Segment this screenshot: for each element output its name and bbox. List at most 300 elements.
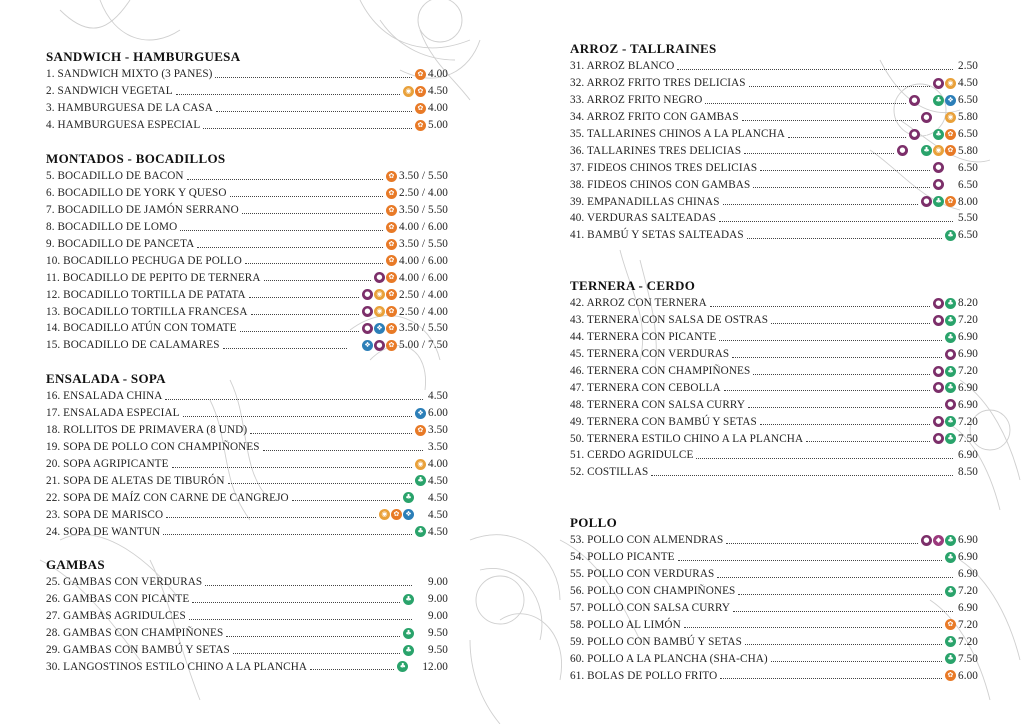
allergen-icons	[362, 306, 397, 317]
dot-leader	[749, 86, 930, 87]
milk-allergen-icon: ●	[897, 145, 908, 156]
egg-allergen-icon: ◉	[374, 289, 385, 300]
menu-item	[570, 396, 978, 413]
menu-item-price: 4.50	[428, 85, 448, 98]
menu-item-name: 32. ARROZ FRITO TRES DELICIAS	[570, 77, 746, 90]
menu-item-price: 8.20	[958, 297, 978, 310]
menu-item-name: 40. VERDURAS SALTEADAS	[570, 212, 717, 225]
section-montados	[46, 150, 448, 354]
menu-item-price: 2.50 / 4.00	[399, 305, 448, 318]
menu-item	[570, 346, 978, 363]
dot-leader	[748, 407, 942, 408]
dot-leader	[719, 340, 942, 341]
fish-allergen-icon: ❖	[362, 340, 373, 351]
allergen-icons	[945, 349, 956, 360]
menu-item-price: 6.90	[958, 551, 978, 564]
menu-item	[570, 379, 978, 396]
dot-leader	[788, 137, 906, 138]
allergen-icons	[403, 86, 426, 97]
egg-allergen-icon: ◉	[379, 509, 390, 520]
menu-item-price: 6.90	[958, 568, 978, 581]
gluten-allergen-icon: ✿	[415, 86, 426, 97]
menu-item-price: 7.20	[958, 585, 978, 598]
allergen-icons	[386, 222, 397, 233]
menu-item	[570, 600, 978, 617]
menu-item	[570, 126, 978, 143]
menu-item-price: 3.50	[428, 424, 448, 437]
menu-item-price: 7.20	[958, 415, 978, 428]
allergen-icons	[945, 399, 956, 410]
allergen-icons	[933, 433, 956, 444]
menu-item-price: 12.00	[422, 660, 448, 673]
milk-allergen-icon: ●	[374, 340, 385, 351]
menu-item	[46, 117, 448, 134]
menu-item-price: 4.50	[428, 474, 448, 487]
gluten-allergen-icon: ✿	[945, 196, 956, 207]
allergen-icons	[350, 340, 397, 351]
soy-allergen-icon: ♣	[403, 594, 414, 605]
milk-allergen-icon: ●	[933, 416, 944, 427]
menu-item-price: 3.50 / 5.50	[399, 238, 448, 250]
gluten-allergen-icon: ✿	[386, 306, 397, 317]
menu-item-name: 41. BAMBÚ Y SETAS SALTEADAS	[570, 229, 744, 242]
menu-item	[46, 219, 448, 236]
menu-item-price: 9.00	[428, 576, 448, 589]
allergen-icons	[403, 492, 426, 503]
menu-item-price: 6.50	[958, 229, 978, 242]
dot-leader	[684, 627, 942, 628]
allergen-icons	[374, 272, 397, 283]
milk-allergen-icon: ●	[921, 112, 932, 123]
soy-allergen-icon: ♣	[945, 298, 956, 309]
menu-item-name: 58. POLLO AL LIMÓN	[570, 618, 681, 631]
milk-allergen-icon: ●	[933, 162, 944, 173]
section-title: GAMBAS	[46, 557, 105, 572]
menu-item	[46, 642, 448, 659]
section-pollo	[570, 514, 978, 684]
dot-leader	[263, 450, 423, 451]
dot-leader	[710, 306, 930, 307]
dot-leader	[723, 204, 919, 205]
menu-item-price: 3.50 / 5.50	[399, 322, 448, 335]
dot-leader	[651, 475, 953, 476]
menu-item-name: 22. SOPA DE MAÍZ CON CARNE DE CANGREJO	[46, 491, 289, 504]
crustacean-allergen-icon: ✦	[417, 510, 424, 519]
egg-allergen-icon: ◉	[945, 112, 956, 123]
soy-allergen-icon: ♣	[415, 475, 426, 486]
menu-item	[570, 363, 978, 380]
menu-item	[46, 523, 448, 540]
menu-item-name: 44. TERNERA CON PICANTE	[570, 331, 717, 344]
menu-item-name: 20. SOPA AGRIPICANTE	[46, 458, 169, 470]
menu-item-price: 4.00 / 6.00	[399, 271, 448, 284]
gluten-allergen-icon: ✿	[386, 239, 397, 250]
dot-leader	[753, 374, 930, 375]
crustacean-allergen-icon: ✦	[911, 146, 918, 155]
soy-allergen-icon: ♣	[933, 129, 944, 140]
gluten-allergen-icon: ✿	[386, 289, 397, 300]
menu-item-price: 4.50	[428, 525, 448, 538]
menu-item	[570, 176, 978, 193]
menu-item-price: 6.50	[958, 161, 978, 174]
menu-item	[46, 489, 448, 506]
menu-item	[570, 633, 978, 650]
dot-leader	[203, 128, 412, 129]
dot-leader	[744, 153, 894, 154]
gluten-allergen-icon: ✿	[415, 69, 426, 80]
menu-item	[570, 329, 978, 346]
menu-item-price: 6.00	[958, 669, 978, 682]
menu-item-price: 3.50 / 5.50	[399, 170, 448, 183]
menu-item-price: 7.20	[958, 365, 978, 377]
menu-item	[46, 100, 448, 117]
allergen-icons	[397, 661, 420, 672]
menu-item-price: 5.00 / 7.50	[399, 339, 448, 352]
menu-item-name: 13. BOCADILLO TORTILLA FRANCESA	[46, 305, 248, 318]
crustacean-allergen-icon: ✦	[417, 611, 424, 620]
dot-leader	[176, 94, 400, 95]
menu-item-name: 53. POLLO CON ALMENDRAS	[570, 534, 724, 547]
dot-leader	[724, 390, 930, 391]
soy-allergen-icon: ♣	[945, 433, 956, 444]
soy-allergen-icon: ♣	[945, 586, 956, 597]
menu-item-name: 27. GAMBAS AGRIDULCES	[46, 610, 186, 623]
menu-item-name: 52. COSTILLAS	[570, 466, 649, 479]
menu-item	[46, 422, 448, 439]
menu-item-price: 4.00	[428, 458, 448, 470]
menu-item-name: 36. TALLARINES TRES DELICIAS	[570, 144, 742, 157]
milk-allergen-icon: ●	[933, 179, 944, 190]
menu-item-name: 50. TERNERA ESTILO CHINO A LA PLANCHA	[570, 432, 804, 445]
dot-leader	[226, 636, 400, 637]
menu-item	[46, 591, 448, 608]
menu-item-price: 6.90	[958, 534, 978, 547]
soy-allergen-icon: ♣	[397, 661, 408, 672]
crustacean-allergen-icon: ✦	[417, 628, 424, 637]
milk-allergen-icon: ●	[362, 289, 373, 300]
gluten-allergen-icon: ✿	[386, 272, 397, 283]
allergen-icons	[921, 535, 956, 546]
section-title: MONTADOS - BOCADILLOS	[46, 151, 226, 166]
menu-item	[570, 312, 978, 329]
menu-item-price: 6.00	[428, 407, 448, 420]
menu-item-price: 9.50	[428, 627, 448, 640]
menu-item-price: 4.50	[958, 77, 978, 90]
menu-item-name: 15. BOCADILLO DE CALAMARES	[46, 339, 220, 352]
menu-item-price: 5.50	[958, 212, 978, 225]
dot-leader	[760, 170, 930, 171]
section-ensalada	[46, 370, 448, 540]
allergen-icons	[933, 366, 956, 377]
menu-item-name: 39. EMPANADILLAS CHINAS	[570, 195, 720, 208]
allergen-icons	[386, 171, 397, 182]
menu-item-price: 3.50 / 5.50	[399, 204, 448, 217]
menu-item	[570, 227, 978, 244]
soy-allergen-icon: ♣	[945, 315, 956, 326]
allergen-icons	[897, 145, 956, 156]
section-title: ENSALADA - SOPA	[46, 371, 166, 386]
menu-item-price: 7.50	[958, 652, 978, 665]
dot-leader	[310, 669, 394, 670]
menu-item-name: 33. ARROZ FRITO NEGRO	[570, 94, 703, 107]
menu-item	[46, 236, 448, 253]
milk-allergen-icon: ●	[921, 535, 932, 546]
menu-item-price: 5.00	[428, 119, 448, 132]
menu-item	[570, 650, 978, 667]
menu-item-name: 18. ROLLITOS DE PRIMAVERA (8 UND)	[46, 424, 248, 437]
allergen-icons	[386, 255, 397, 266]
menu-item	[46, 405, 448, 422]
menu-item	[570, 142, 978, 159]
menu-item	[570, 413, 978, 430]
menu-item-name: 59. POLLO CON BAMBÚ Y SETAS	[570, 635, 742, 648]
crustacean-allergen-icon: ✦	[947, 180, 954, 189]
allergen-icons	[386, 205, 397, 216]
allergen-icons	[945, 636, 956, 647]
soy-allergen-icon: ♣	[945, 653, 956, 664]
menu-item-price: 6.90	[958, 602, 978, 614]
dot-leader	[760, 424, 930, 425]
menu-item-price: 6.50	[958, 94, 978, 107]
milk-allergen-icon: ●	[945, 399, 956, 410]
menu-item	[46, 574, 448, 591]
allergen-icons	[933, 162, 956, 173]
menu-item	[570, 75, 978, 92]
menu-item-name: 31. ARROZ BLANCO	[570, 60, 675, 73]
gluten-allergen-icon: ✿	[945, 670, 956, 681]
allergen-icons	[415, 526, 426, 537]
menu-item-name: 47. TERNERA CON CEBOLLA	[570, 381, 721, 394]
menu-item	[46, 202, 448, 219]
gluten-allergen-icon: ✿	[391, 509, 402, 520]
dot-leader	[233, 653, 400, 654]
gluten-allergen-icon: ✿	[386, 323, 397, 334]
fish-allergen-icon: ❖	[403, 509, 414, 520]
menu-item-name: 2. SANDWICH VEGETAL	[46, 85, 173, 98]
menu-item-name: 4. HAMBURGUESA ESPECIAL	[46, 119, 201, 132]
menu-item-price: 8.00	[958, 195, 978, 208]
menu-item-name: 43. TERNERA CON SALSA DE OSTRAS	[570, 314, 769, 327]
menu-item-name: 19. SOPA DE POLLO CON CHAMPIÑONES	[46, 441, 260, 454]
menu-item-price: 2.50	[958, 60, 978, 73]
menu-item-price: 9.00	[428, 593, 448, 606]
dot-leader	[705, 103, 906, 104]
menu-item	[570, 210, 978, 227]
menu-item-name: 17. ENSALADA ESPECIAL	[46, 407, 180, 420]
menu-item-price: 9.50	[428, 644, 448, 656]
menu-item-name: 46. TERNERA CON CHAMPIÑONES	[570, 365, 751, 377]
allergen-icons	[909, 95, 956, 106]
crustacean-allergen-icon: ✦	[417, 594, 424, 603]
menu-item-price: 6.90	[958, 449, 978, 462]
menu-item-price: 6.90	[958, 331, 978, 344]
menu-item	[570, 667, 978, 684]
dot-leader	[163, 534, 412, 535]
menu-item	[46, 337, 448, 354]
allergen-icons	[403, 628, 426, 639]
allergen-icons	[945, 230, 956, 241]
soy-allergen-icon: ♣	[945, 332, 956, 343]
allergen-icons	[379, 509, 426, 520]
soy-allergen-icon: ♣	[945, 636, 956, 647]
allergen-icons	[386, 239, 397, 250]
menu-item	[46, 168, 448, 185]
menu-item	[46, 185, 448, 202]
menu-item	[570, 447, 978, 464]
allergen-icons	[415, 103, 426, 114]
menu-item-name: 57. POLLO CON SALSA CURRY	[570, 602, 731, 614]
section-title: TERNERA - CERDO	[570, 278, 696, 293]
dot-leader	[732, 357, 942, 358]
menu-item-name: 49. TERNERA CON BAMBÚ Y SETAS	[570, 415, 757, 428]
menu-item	[570, 532, 978, 549]
dot-leader	[242, 213, 383, 214]
section-title: SANDWICH - HAMBURGUESA	[46, 49, 241, 64]
menu-item-name: 3. HAMBURGUESA DE LA CASA	[46, 102, 213, 115]
menu-item-name: 35. TALLARINES CHINOS A LA PLANCHA	[570, 128, 785, 140]
dot-leader	[205, 585, 412, 586]
milk-allergen-icon: ●	[945, 349, 956, 360]
gluten-allergen-icon: ✿	[386, 205, 397, 216]
dot-leader	[738, 594, 942, 595]
milk-allergen-icon: ●	[933, 315, 944, 326]
dot-leader	[215, 77, 412, 78]
egg-allergen-icon: ◉	[403, 86, 414, 97]
crustacean-allergen-icon: ✦	[935, 112, 942, 121]
egg-allergen-icon: ◉	[945, 78, 956, 89]
menu-item-price: 2.50 / 4.00	[399, 288, 448, 301]
dot-leader	[771, 661, 942, 662]
crustacean-allergen-icon: ✦	[411, 662, 418, 671]
menu-item	[46, 625, 448, 642]
menu-item	[46, 506, 448, 523]
allergen-icons	[909, 129, 956, 140]
allergen-icons	[386, 188, 397, 199]
menu-item-price: 5.80	[958, 144, 978, 157]
menu-item-name: 9. BOCADILLO DE PANCETA	[46, 238, 195, 250]
menu-item-name: 56. POLLO CON CHAMPIÑONES	[570, 585, 736, 598]
gluten-allergen-icon: ✿	[386, 340, 397, 351]
crustacean-allergen-icon: ✦	[417, 645, 424, 654]
menu-item-name: 38. FIDEOS CHINOS CON GAMBAS	[570, 178, 751, 191]
dot-leader	[264, 280, 372, 281]
soy-allergen-icon: ♣	[933, 196, 944, 207]
soy-allergen-icon: ♣	[945, 552, 956, 563]
section-ternera	[570, 277, 978, 481]
allergen-icons	[921, 196, 956, 207]
section-gambas	[46, 556, 448, 675]
dot-leader	[677, 69, 953, 70]
menu-item-price: 4.50	[428, 508, 448, 521]
dot-leader	[180, 230, 383, 231]
dot-leader	[197, 247, 383, 248]
soy-allergen-icon: ♣	[945, 535, 956, 546]
menu-item	[570, 92, 978, 109]
fish-allergen-icon: ❖	[945, 95, 956, 106]
menu-item	[46, 320, 448, 337]
soy-allergen-icon: ♣	[945, 382, 956, 393]
dot-leader	[806, 441, 930, 442]
allergen-icons	[362, 323, 397, 334]
menu-item-price: 5.80	[958, 111, 978, 124]
allergen-icons	[945, 619, 956, 630]
allergen-icons	[415, 475, 426, 486]
gluten-allergen-icon: ✿	[386, 171, 397, 182]
dot-leader	[172, 467, 413, 468]
dot-leader	[230, 196, 383, 197]
menu-item	[46, 388, 448, 405]
allergen-icons	[921, 112, 956, 123]
allergen-icons	[415, 69, 426, 80]
allergen-icons	[415, 120, 426, 131]
menu-item-price: 6.90	[958, 348, 978, 361]
allergen-icons	[415, 577, 426, 588]
dot-leader	[240, 331, 360, 332]
allergen-icons	[362, 289, 397, 300]
menu-item-name: 34. ARROZ FRITO CON GAMBAS	[570, 111, 739, 124]
milk-allergen-icon: ●	[909, 95, 920, 106]
milk-allergen-icon: ●	[933, 433, 944, 444]
dot-leader	[216, 111, 412, 112]
menu-item-name: 16. ENSALADA CHINA	[46, 390, 163, 403]
fish-allergen-icon: ❖	[374, 323, 385, 334]
dot-leader	[742, 120, 918, 121]
menu-item-price: 7.50	[958, 432, 978, 445]
dot-leader	[187, 179, 383, 180]
allergen-icons	[415, 425, 426, 436]
menu-item-name: 5. BOCADILLO DE BACON	[46, 170, 184, 183]
menu-item	[46, 439, 448, 456]
menu-item-name: 10. BOCADILLO PECHUGA DE POLLO	[46, 254, 242, 267]
menu-item	[46, 658, 448, 675]
milk-allergen-icon: ●	[909, 129, 920, 140]
gluten-allergen-icon: ✿	[945, 145, 956, 156]
dot-leader	[771, 323, 930, 324]
menu-item-name: 51. CERDO AGRIDULCE	[570, 449, 694, 462]
gluten-allergen-icon: ✿	[945, 129, 956, 140]
menu-item	[570, 295, 978, 312]
fish-allergen-icon: ❖	[415, 408, 426, 419]
allergen-icons	[403, 645, 426, 656]
menu-item-price: 4.00	[428, 102, 448, 115]
allergen-icons	[415, 611, 426, 622]
allergen-icons	[945, 586, 956, 597]
menu-item	[570, 549, 978, 566]
allergen-icons	[933, 179, 956, 190]
dot-leader	[720, 678, 942, 679]
dot-leader	[678, 560, 942, 561]
milk-allergen-icon: ●	[374, 272, 385, 283]
dot-leader	[223, 348, 348, 349]
allergen-icons	[415, 459, 426, 470]
dot-leader	[245, 263, 383, 264]
menu-item-price: 7.20	[958, 635, 978, 648]
menu-item	[570, 430, 978, 447]
crustacean-allergen-icon: ✦	[417, 577, 424, 586]
soy-allergen-icon: ♣	[403, 628, 414, 639]
egg-allergen-icon: ◉	[933, 145, 944, 156]
egg-allergen-icon: ◉	[415, 459, 426, 470]
dot-leader	[747, 238, 942, 239]
soy-allergen-icon: ♣	[945, 366, 956, 377]
dot-leader	[292, 500, 400, 501]
menu-item-name: 12. BOCADILLO TORTILLA DE PATATA	[46, 288, 246, 301]
dot-leader	[726, 543, 918, 544]
menu-item-price: 7.20	[958, 618, 978, 631]
allergen-icons	[933, 416, 956, 427]
section-title: POLLO	[570, 515, 618, 530]
menu-item-name: 11. BOCADILLO DE PEPITO DE TERNERA	[46, 271, 261, 284]
